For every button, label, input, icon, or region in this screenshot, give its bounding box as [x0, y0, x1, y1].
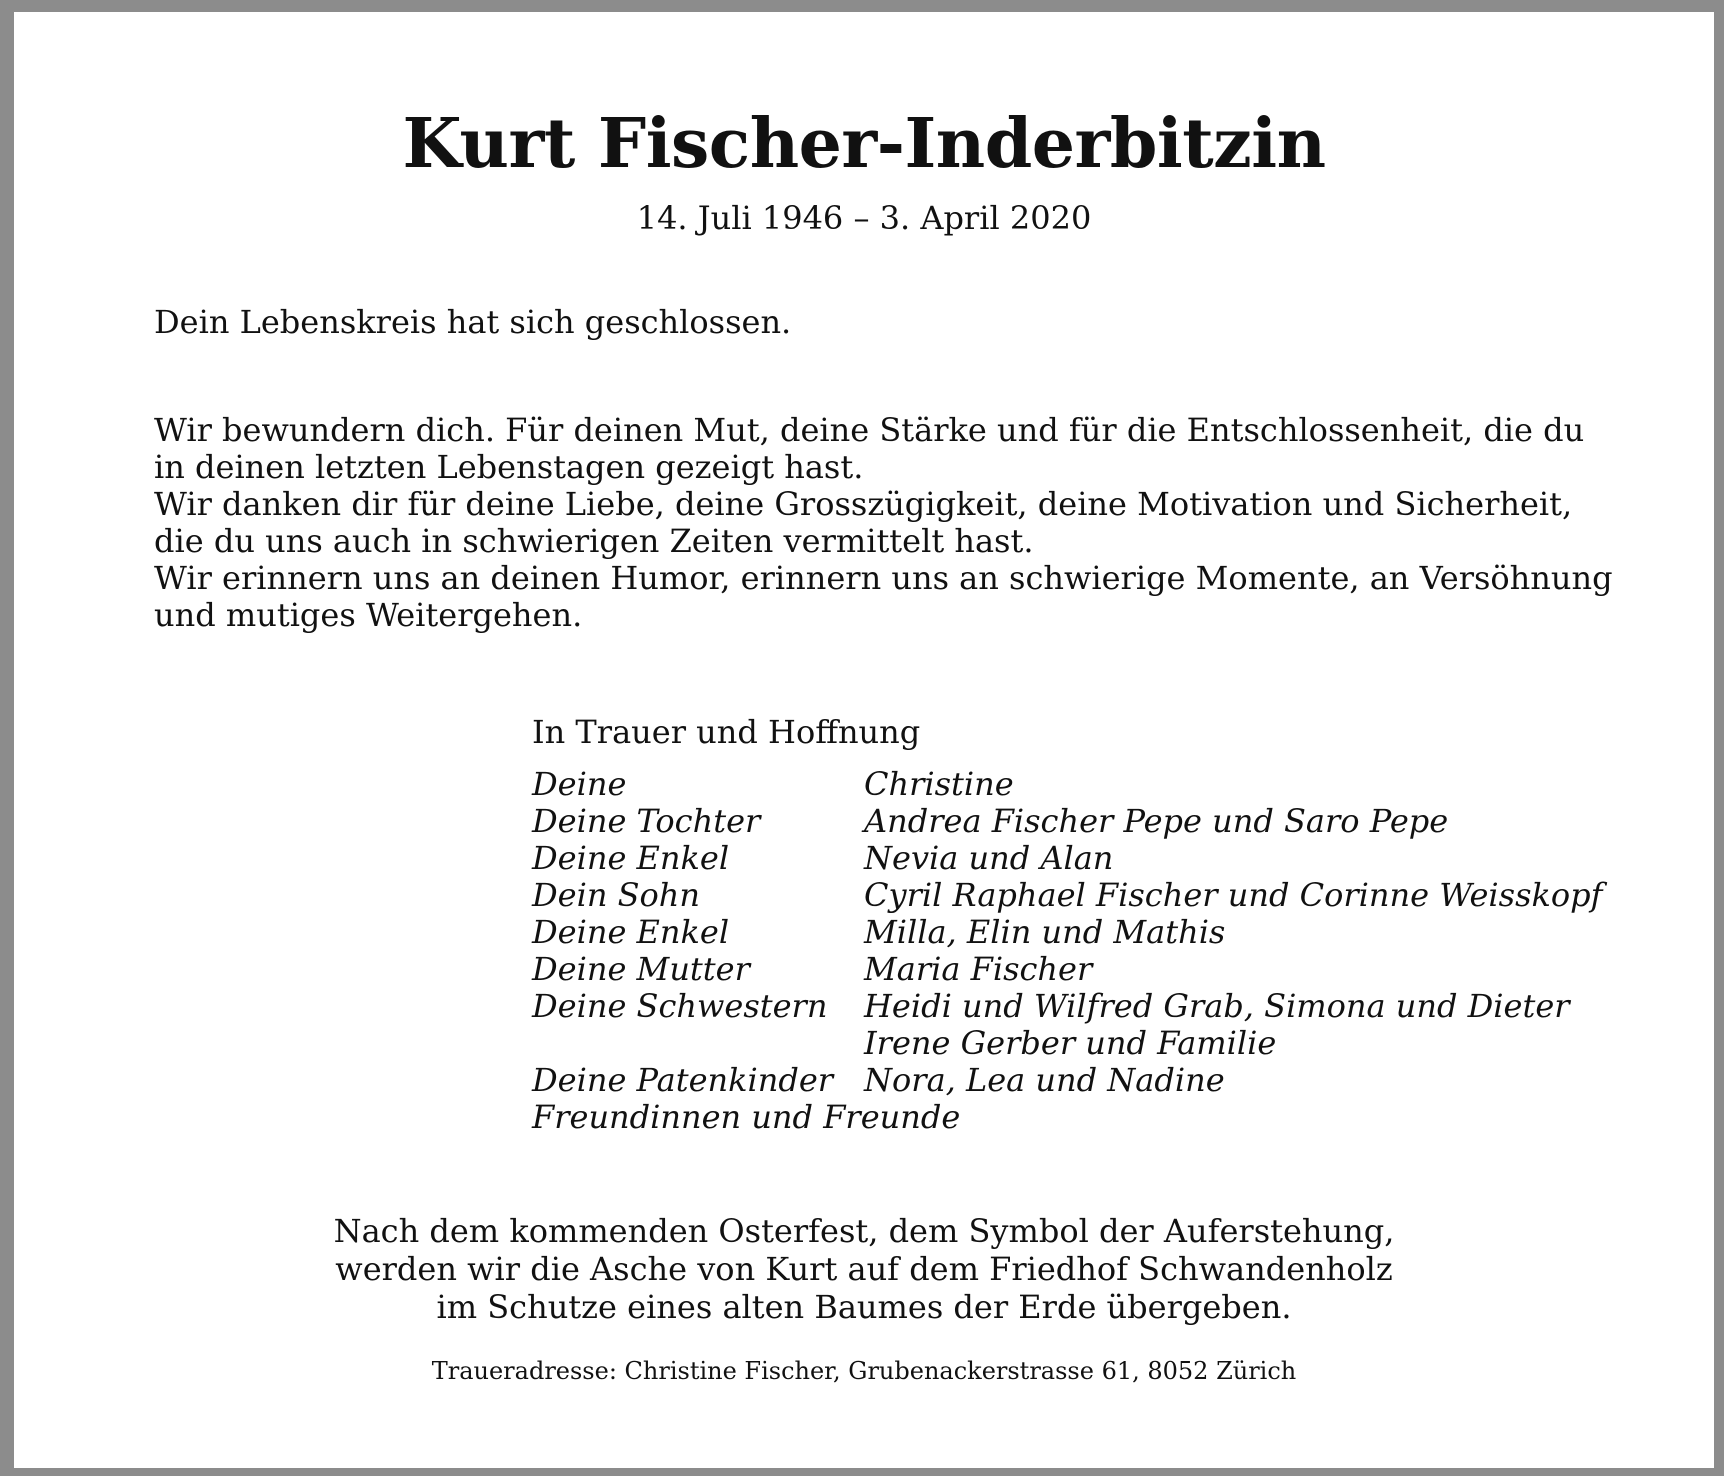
obituary-page [14, 12, 1714, 1468]
tribute-paragraph [154, 411, 1613, 634]
family-row [532, 1099, 1602, 1136]
family-row [532, 1062, 1602, 1099]
mourning-heading: In Trauer und Hoffnung [532, 713, 921, 751]
family-row [532, 988, 1602, 1025]
closing-line: im Schutze eines alten Baumes der Erde übergeben. [436, 1288, 1292, 1326]
family-role: Deine Patenkinder [532, 1061, 834, 1099]
family-row [532, 840, 1602, 877]
family-names: Milla, Elin und Mathis [864, 913, 1226, 951]
family-role: Deine Enkel [532, 913, 730, 951]
family-role: Deine Mutter [532, 950, 750, 988]
family-row [532, 766, 1602, 803]
family-role: Deine Schwestern [532, 987, 828, 1025]
family-names: Nevia und Alan [864, 839, 1114, 877]
family-role: Freundinnen und Freunde [532, 1098, 961, 1136]
intro-line: Dein Lebenskreis hat sich geschlossen. [154, 303, 792, 341]
family-names: Cyril Raphael Fischer und Corinne Weisskopf [864, 876, 1603, 914]
tribute-line: die du uns auch in schwierigen Zeiten vermittelt hast. [154, 522, 1034, 560]
tribute-line: in deinen letzten Lebenstagen gezeigt hast. [154, 448, 864, 486]
family-names: Maria Fischer [864, 950, 1093, 988]
closing-line: werden wir die Asche von Kurt auf dem Friedhof Schwandenholz [335, 1250, 1393, 1288]
family-row [532, 803, 1602, 840]
tribute-line: und mutiges Weitergehen. [154, 596, 583, 634]
family-row [532, 1025, 1602, 1062]
deceased-name: Kurt Fischer-Inderbitzin [402, 104, 1326, 184]
closing-paragraph [14, 1212, 1714, 1326]
family-role [532, 1025, 864, 1062]
family-names: Heidi und Wilfred Grab, Simona und Dieter [864, 987, 1570, 1025]
family-role: Deine [532, 765, 627, 803]
life-dates: 14. Juli 1946 – 3. April 2020 [636, 199, 1092, 237]
family-row [532, 914, 1602, 951]
family-row [532, 951, 1602, 988]
family-row [532, 877, 1602, 914]
family-names: Nora, Lea und Nadine [864, 1061, 1225, 1099]
family-role: Deine Tochter [532, 802, 761, 840]
family-role: Dein Sohn [532, 876, 701, 914]
family-list [532, 766, 1602, 1136]
family-names: Andrea Fischer Pepe und Saro Pepe [864, 802, 1449, 840]
closing-line: Nach dem kommenden Osterfest, dem Symbol der Auferstehung, [333, 1212, 1395, 1250]
family-names: Christine [864, 765, 1014, 803]
tribute-line: Wir danken dir für deine Liebe, deine Grosszügigkeit, deine Motivation und Sicherheit, [154, 485, 1573, 523]
mourning-address: Traueradresse: Christine Fischer, Grubenackerstrasse 61, 8052 Zürich [431, 1357, 1297, 1385]
tribute-line: Wir bewundern dich. Für deinen Mut, deine Stärke und für die Entschlossenheit, die du [154, 411, 1585, 449]
family-names: Irene Gerber und Familie [864, 1024, 1277, 1062]
tribute-line: Wir erinnern uns an deinen Humor, erinnern uns an schwierige Momente, an Versöhnung [154, 559, 1613, 597]
family-role: Deine Enkel [532, 839, 730, 877]
